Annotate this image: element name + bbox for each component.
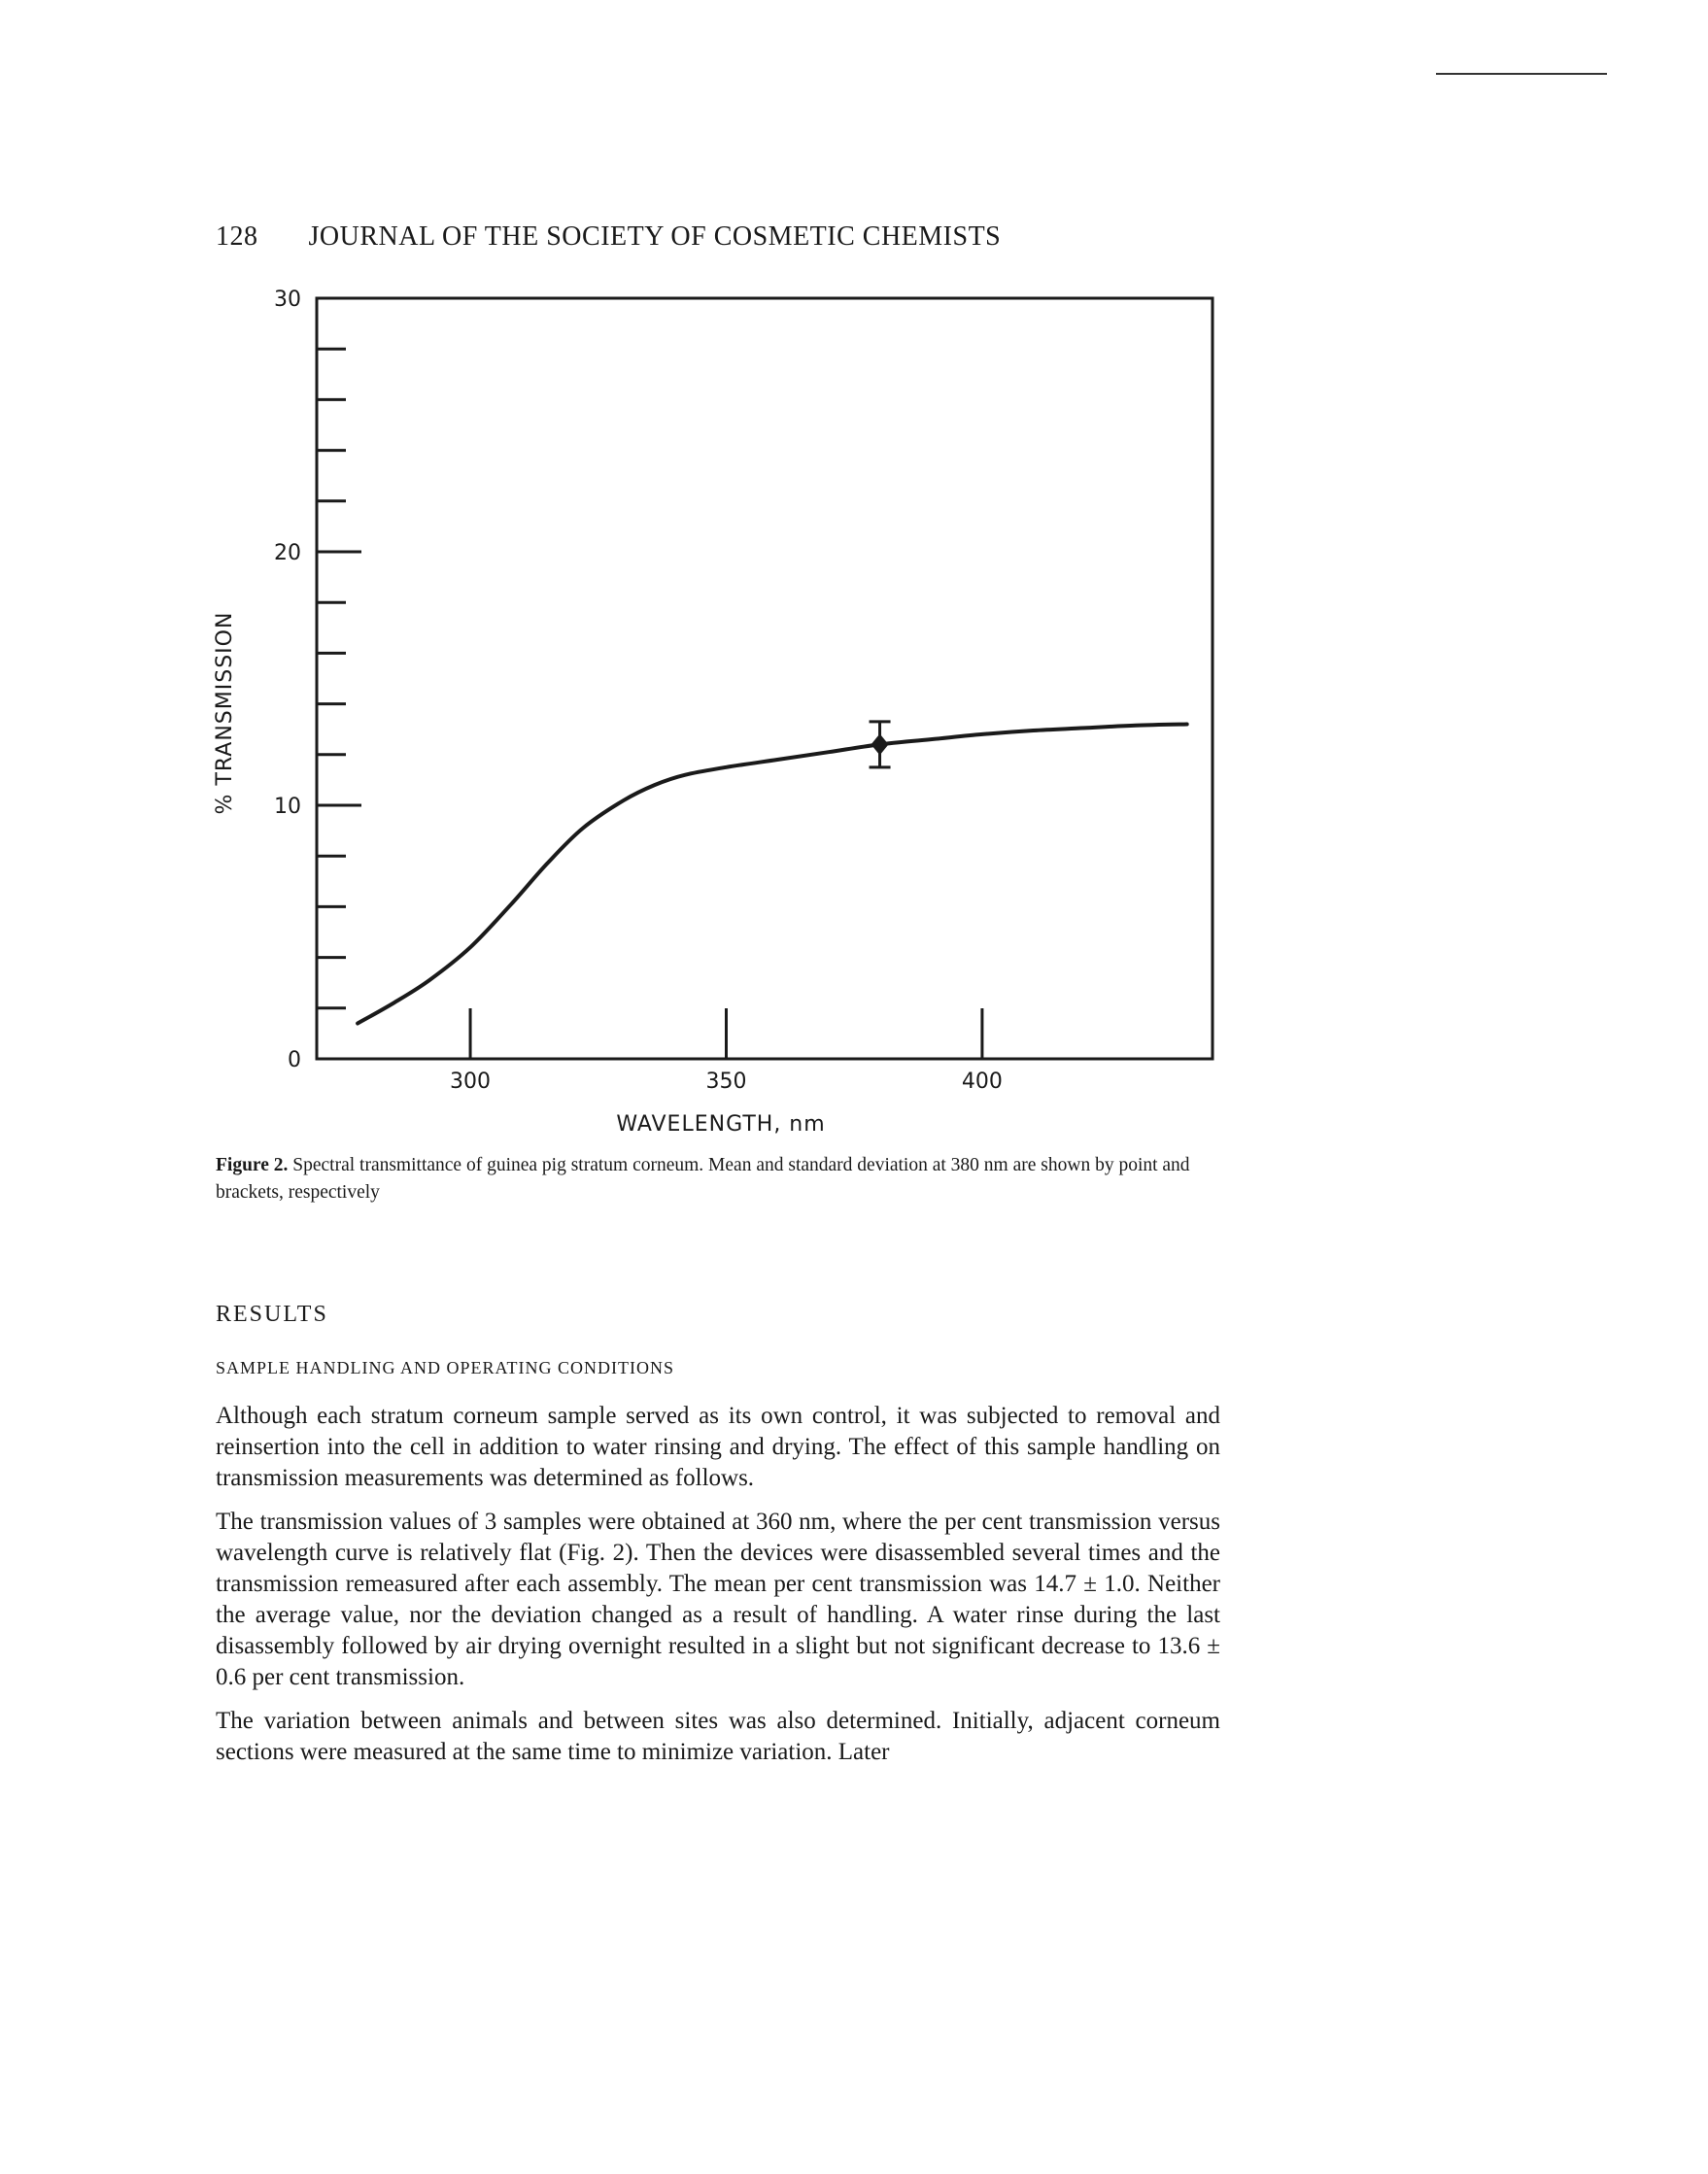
x-axis-title: WAVELENGTH, nm (616, 1112, 826, 1137)
transmission-curve (358, 725, 1187, 1024)
x-tick-label: 350 (705, 1070, 747, 1094)
y-tick-label: 30 (274, 288, 301, 312)
results-subheading: SAMPLE HANDLING AND OPERATING CONDITIONS (216, 1358, 674, 1377)
mean-point (871, 733, 889, 755)
y-axis-title: % TRANSMISSION (213, 611, 237, 815)
page-number: 128 (216, 221, 258, 252)
x-axis-tick-labels (450, 1070, 1003, 1094)
results-heading: RESULTS (216, 1302, 328, 1327)
paragraph: The transmission values of 3 samples were obtained at 360 nm, where the per cent transmission versus wavelength curve is relatively flat (Fig. 2). Then the devices were disassembled several times and the transmission remeasured after each assembly. The mean per cent transmission was 14.7 ± 1.0. Neither the average value, nor the deviation changed as a result of handling. A water rinse during the last disassembly followed by air drying overnight resulted in a slight but not significant decrease to 13.6 ± 0.6 per cent transmission. (216, 1509, 1220, 1690)
paragraph: Although each stratum corneum sample served as its own control, it was subjected to removal and reinsertion into the cell in addition to water rinsing and drying. The effect of this sample handling on transmission measurements was determined as follows. (216, 1403, 1220, 1491)
plot-frame (317, 298, 1213, 1059)
y-tick-label: 0 (288, 1048, 301, 1072)
results-body (216, 1401, 1220, 1781)
x-tick-label: 300 (450, 1070, 492, 1094)
x-axis-ticks (470, 1008, 982, 1059)
y-axis-tick-labels (274, 288, 301, 1072)
figure-caption-label: Figure 2. (216, 1155, 289, 1175)
y-tick-label: 10 (274, 795, 301, 819)
y-tick-label: 20 (274, 541, 301, 565)
x-tick-label: 400 (961, 1070, 1003, 1094)
figure-caption (216, 1152, 1220, 1206)
paragraph: The variation between animals and between sites was also determined. Initially, adjacent corneum sections were measured at the same time to minimize variation. Later (216, 1708, 1220, 1765)
figure-caption-text: Spectral transmittance of guinea pig stratum corneum. Mean and standard deviation at 380 nm are shown by point and brackets, respectively (216, 1155, 1190, 1203)
journal-title: JOURNAL OF THE SOCIETY OF COSMETIC CHEMISTS (308, 221, 1002, 252)
error-bar-380nm (870, 722, 891, 767)
y-axis-ticks (317, 349, 361, 1008)
